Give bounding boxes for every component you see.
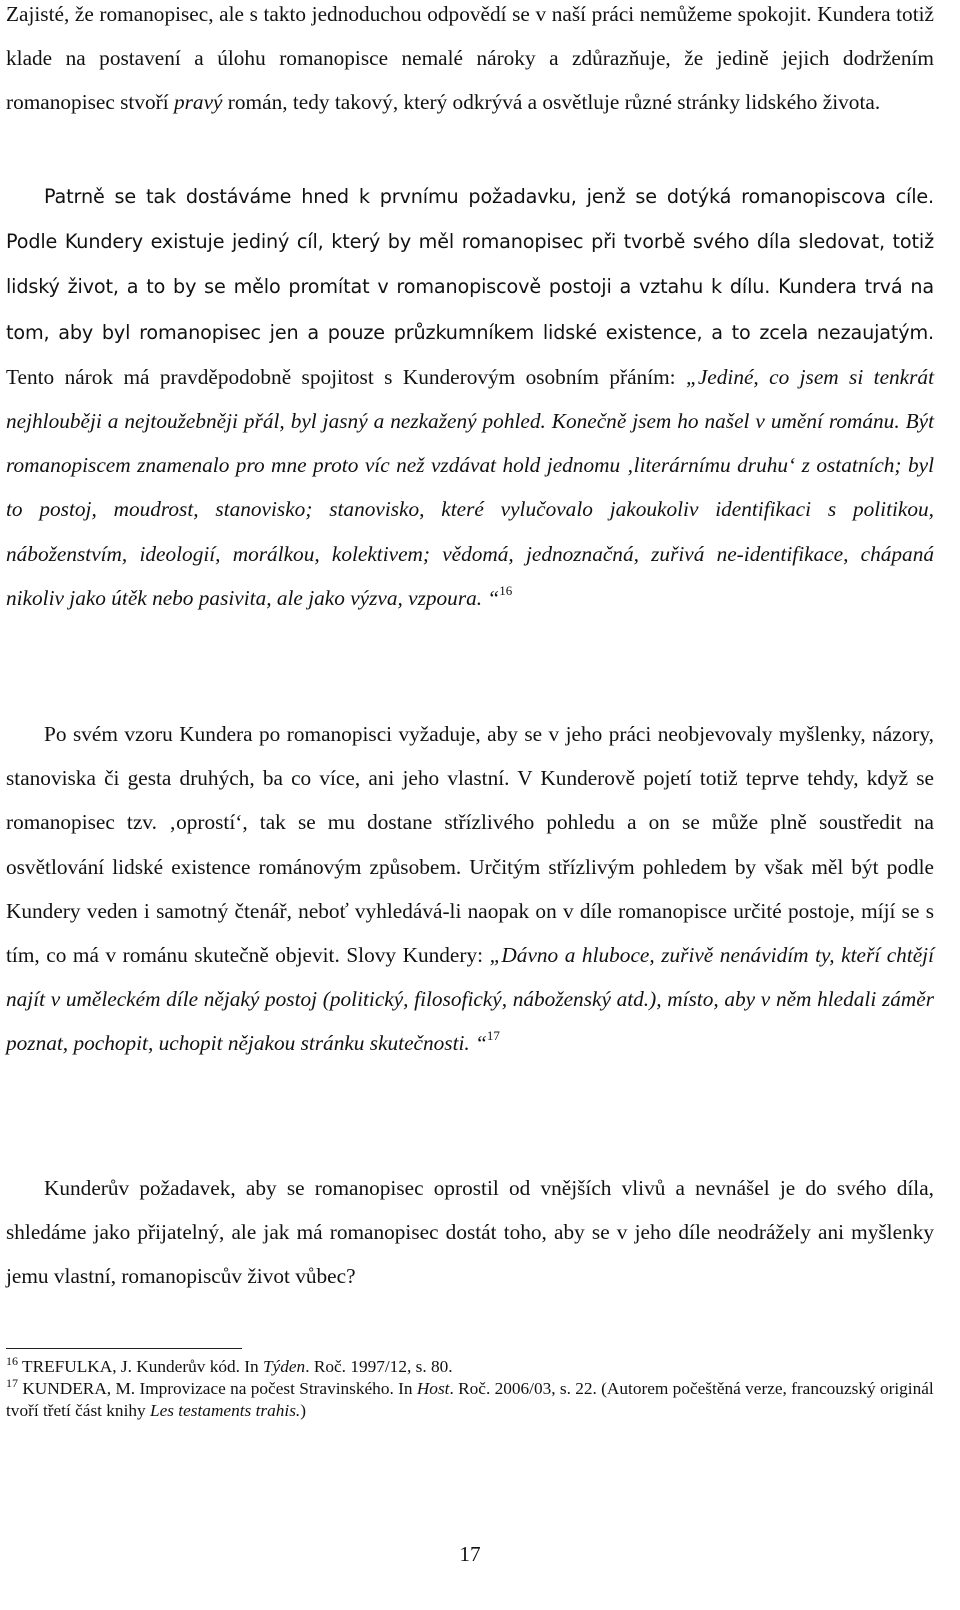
p3-sentence-2: Určitým střízlivým pohledem by však měl být podle Kundery veden i samotný čtenář, neboť vyhledává-li naopak on v díle romanopisce určité postoje, míjí se s tím, co má v románu skutečně objevit. xyxy=(6,854,934,968)
footnote-text: . Roč. 2006/03, s. 22. (Autorem počeštěná verze, francouzský originál tvoří třetí část knihy xyxy=(6,1379,934,1420)
footnote-mark: 17 xyxy=(6,1376,18,1390)
paragraph-1 xyxy=(6,0,934,125)
p1-italic-word: pravý xyxy=(173,90,223,115)
document-page xyxy=(6,0,934,1610)
p3-sentence-1: Po svém vzoru Kundera po romanopisci vyžaduje, aby se v jeho práci neobjevovaly myšlenky, názory, stanoviska či gesta druhých, ba co více, ani jeho vlastní. V Kunderově pojetí totiž teprve tehdy, když se romanopisec tzv. ‚oprostí‘, tak se mu dostane střízlivého pohledu a on se může plně soustředit na osvětlování lidské existence románovým způsobem. xyxy=(6,722,934,879)
p2-quote: „Jediné, co jsem si tenkrát nejhlouběji a nejtoužebněji přál, byl jasný a nezkažený pohled. Konečně jsem ho našel v umění románu. Být romanopiscem znamenalo pro mne proto víc než vzdávat hold jednomu ‚literárnímu druhu‘ z ostatních; byl to postoj, moudrost, stanovisko; stanovisko, které vylučovalo jakoukoliv identifikaci s politikou, náboženstvím, ideologií, morálkou, kolektivem; vědomá, jednoznačná, zuřivá ne-identifikace, chápaná nikoliv jako útěk nebo pasivita, ale jako výzva, vzpoura. xyxy=(6,364,934,610)
footnote-16 xyxy=(6,1356,934,1378)
footnote-divider xyxy=(6,1348,242,1349)
p2-sentence-2: Podle Kundery existuje jediný cíl, který by měl romanopisec při tvorbě svého díla sledovat, totiž lidský život, a to by se mělo promítat v romanopiscově postoji a vztahu k dílu. xyxy=(6,230,934,299)
paragraph-2 xyxy=(6,174,934,620)
footnote-italic: Host xyxy=(416,1379,450,1398)
p2-close-quote: “ xyxy=(482,585,500,610)
p3-close-quote: “ xyxy=(469,1031,487,1056)
footnote-text: ) xyxy=(300,1401,307,1420)
p3-quote: „Dávno a hluboce, zuřivě nenávidím ty, kteří chtějí najít v uměleckém díle nějaký postoj (politický, filosofický, náboženský atd.), místo, aby v něm hledali záměr poznat, pochopit, uchopit nějakou stránku skutečnosti. xyxy=(6,943,934,1056)
p4-sentence-1: Kunderův požadavek, aby se romanopisec oprostil od vnějších vlivů a nevnášel je do svého díla, shledáme jako přijatelný, ale jak má romanopisec dostát toho, aby se v jeho díle neodrážely ani myšlenky jemu vlastní, romanopiscův život vůbec? xyxy=(6,1176,934,1289)
p2-sentence-3: Kundera trvá na tom, aby byl romanopisec jen a pouze průzkumníkem lidské existence, a to zcela nezaujatým. xyxy=(6,275,935,344)
footnote-ref-17[interactable]: 17 xyxy=(486,1028,500,1044)
footnote-17 xyxy=(6,1378,934,1422)
footnote-mark: 16 xyxy=(6,1354,18,1368)
page-number: 17 xyxy=(459,1542,481,1566)
footnote-italic: Les testaments trahis. xyxy=(149,1401,301,1420)
p1-sentence-2: Kundera totiž klade na postavení a úlohu romanopisce nemalé nároky a zdůrazňuje, že jedině jejich dodržením romanopisec stvoří xyxy=(6,2,934,115)
footnotes xyxy=(6,1356,934,1422)
p3-sentence-3: Slovy Kundery: xyxy=(339,943,490,968)
p1-sentence-4: román, tedy takový, který odkrývá a osvětluje různé stránky lidského života. xyxy=(222,90,881,115)
footnote-text: KUNDERA, M. Improvizace na počest Stravinského. In xyxy=(18,1379,417,1398)
footnote-text: . Roč. 1997/12, s. 80. xyxy=(305,1357,453,1376)
paragraph-3 xyxy=(6,712,934,1066)
footnote-italic: Týden xyxy=(262,1357,306,1376)
footnote-text: TREFULKA, J. Kunderův kód. In xyxy=(18,1357,263,1376)
p2-sentence-1: Patrně se tak dostáváme hned k prvnímu požadavku, jenž se dotýká romanopiscova cíle. xyxy=(44,185,934,208)
p1-sentence-1: Zajisté, že romanopisec, ale s takto jednoduchou odpovědí se v naší práci nemůžeme spokojit. xyxy=(6,2,812,26)
footnote-ref-16[interactable]: 16 xyxy=(499,582,513,598)
p2-sentence-4: Tento nárok má pravděpodobně spojitost s Kunderovým osobním přáním: xyxy=(6,364,686,389)
paragraph-4 xyxy=(6,1166,934,1299)
